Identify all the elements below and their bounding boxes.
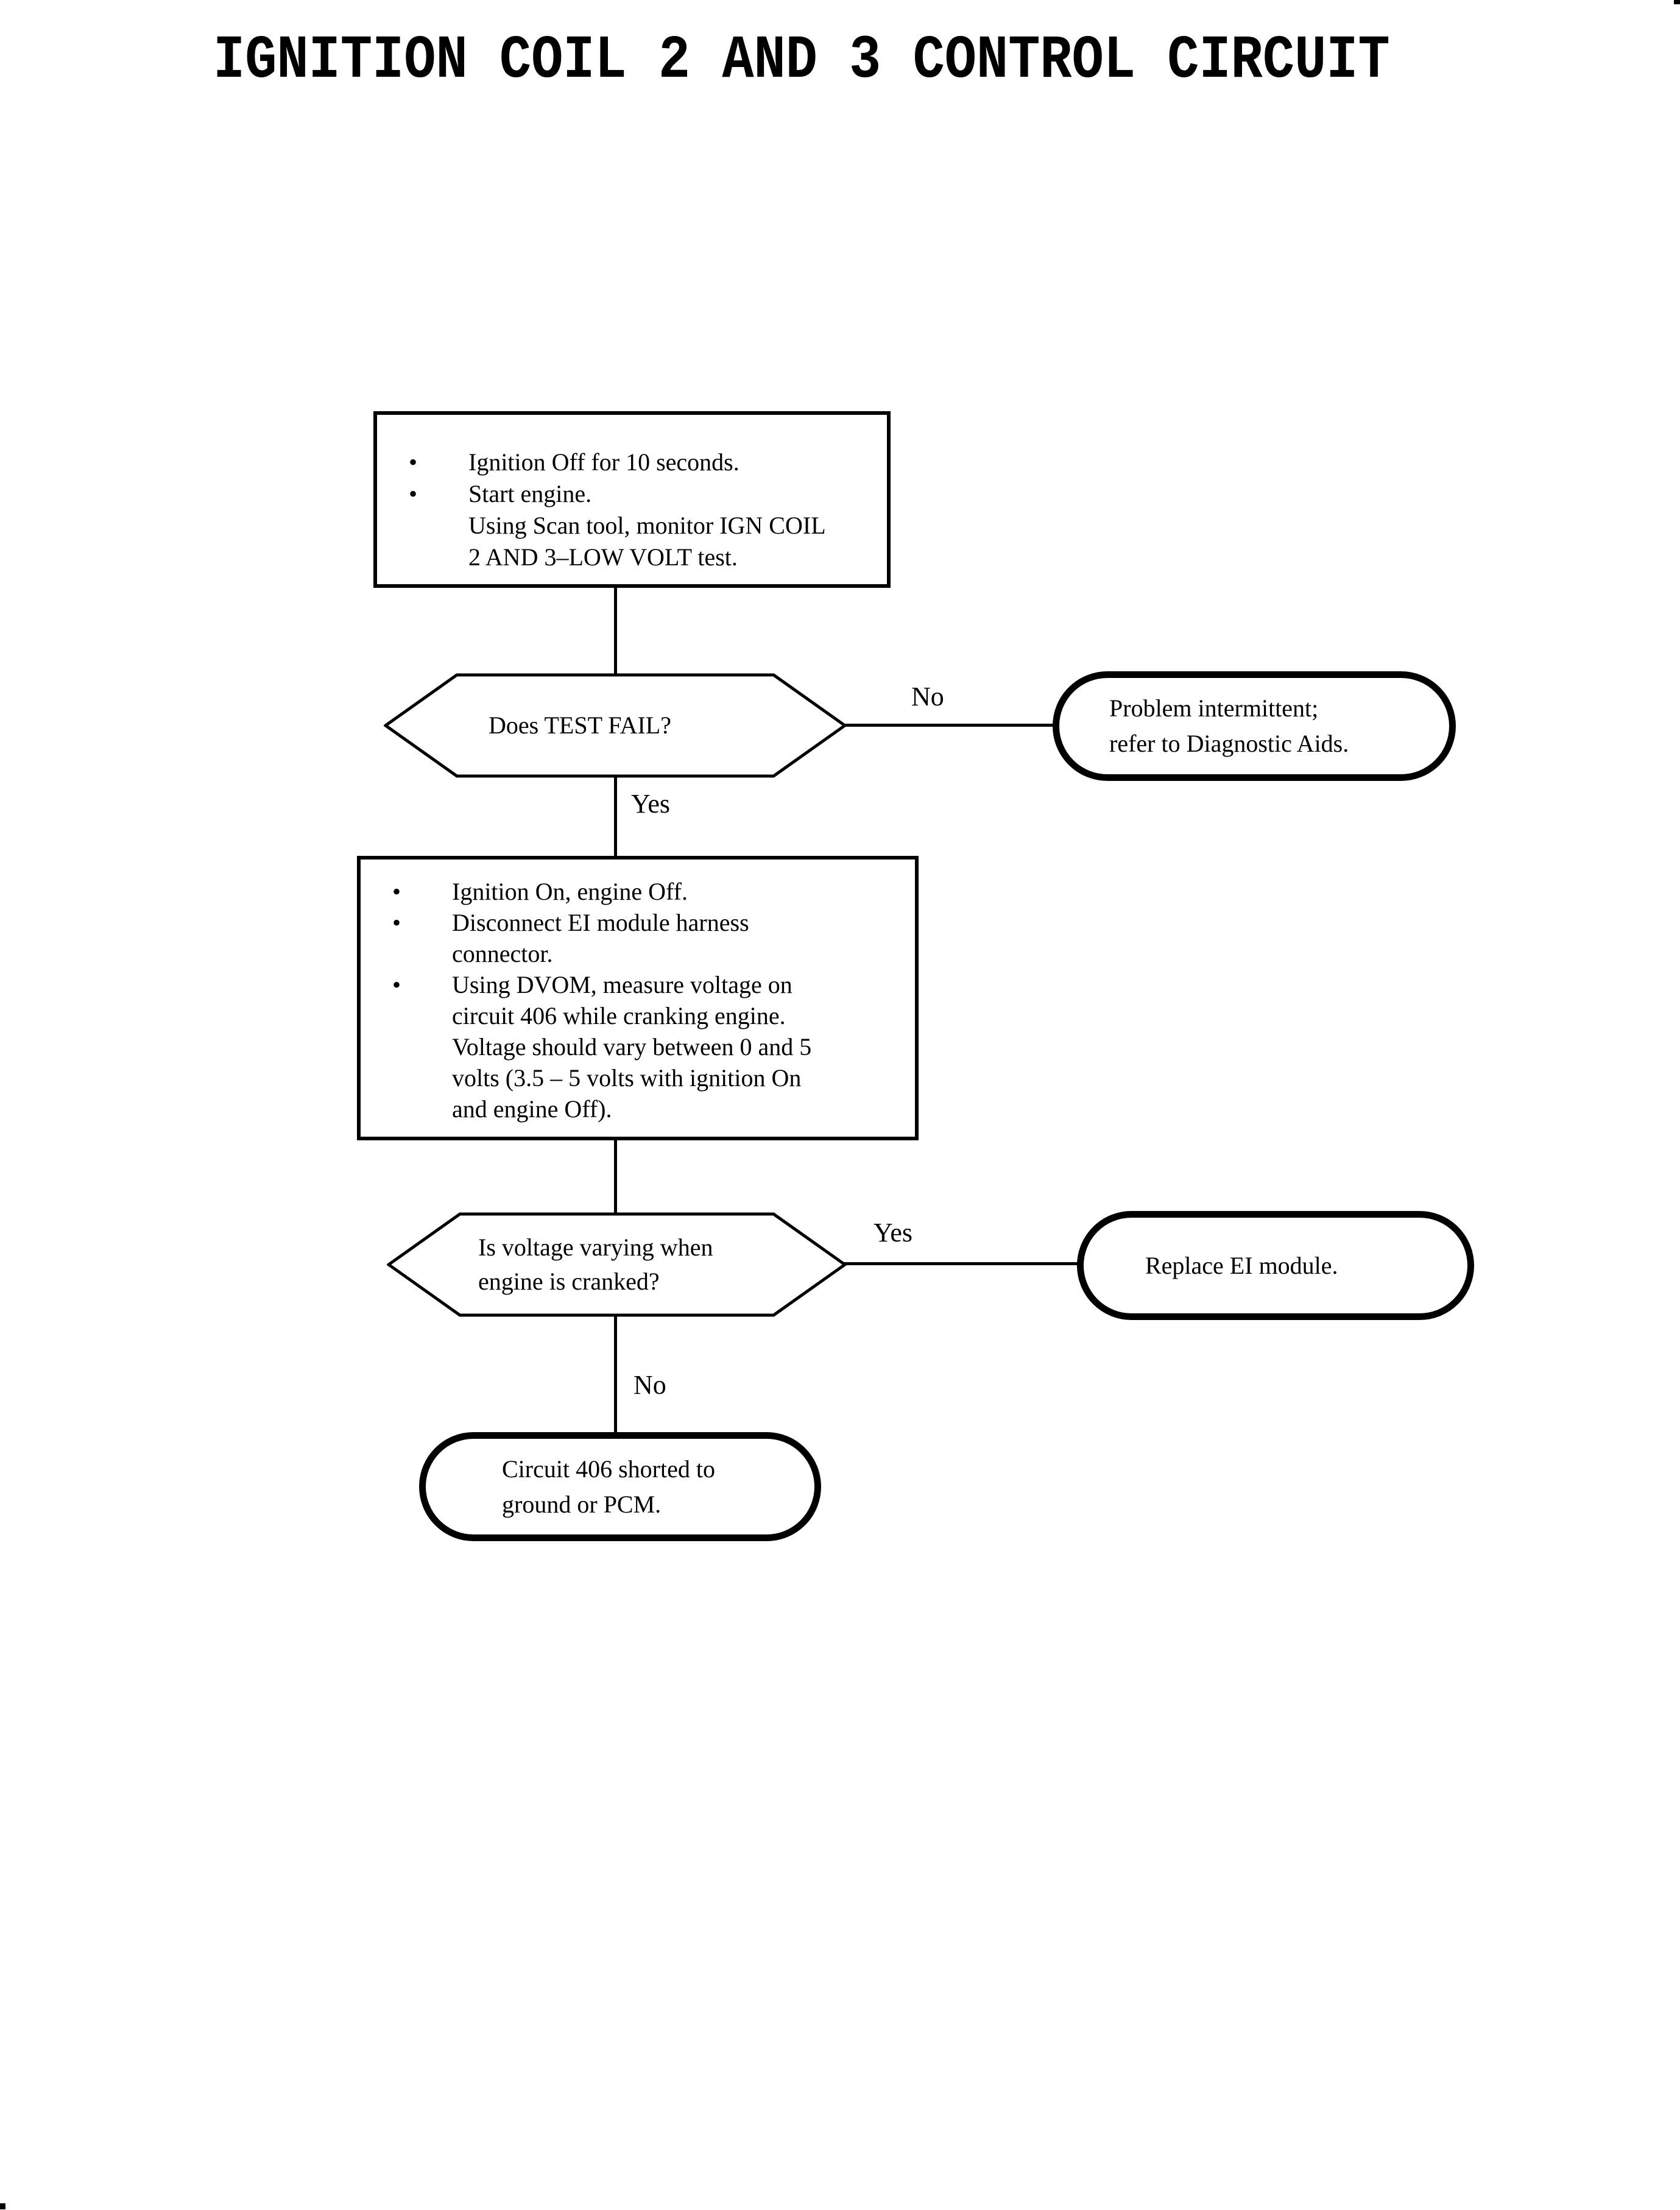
step-text: Using DVOM, measure voltage on: [452, 971, 792, 998]
process-step-line: [392, 876, 915, 907]
edge-label-yes: Yes: [874, 1218, 913, 1248]
decision-does-test-fail: [384, 673, 847, 778]
question-text: Does TEST FAIL?: [489, 711, 671, 739]
process-step-line: [392, 1093, 915, 1124]
process-step-line: [392, 1062, 915, 1093]
process-box-voltage-check: [357, 856, 919, 1140]
page-title: IGNITION COIL 2 AND 3 CONTROL CIRCUIT: [213, 27, 1390, 96]
decision-question: [387, 1212, 847, 1317]
question-text: Is voltage varying when: [478, 1234, 713, 1261]
terminal-circuit-406-shorted: [419, 1432, 821, 1541]
edge-label-no: No: [634, 1370, 666, 1400]
step-text: Start engine.: [468, 480, 592, 507]
process-step-line: [392, 1031, 915, 1062]
bullet-icon: •: [409, 448, 418, 476]
decision-question: [384, 673, 847, 778]
bullet-icon: •: [392, 909, 401, 936]
step-text: Disconnect EI module harness: [452, 909, 749, 936]
step-text: volts (3.5 – 5 volts with ignition On: [452, 1064, 802, 1092]
terminal-replace-ei-module: [1077, 1211, 1474, 1320]
terminal-text: ground or PCM.: [502, 1490, 662, 1518]
process-box-initial-test: [373, 411, 891, 588]
connector-line: [614, 586, 617, 674]
connector-line-no: [844, 724, 1054, 727]
bullet-icon: •: [409, 480, 418, 507]
step-text: and engine Off).: [452, 1095, 612, 1123]
step-text: 2 AND 3–LOW VOLT test.: [468, 543, 738, 571]
edge-label-yes: Yes: [631, 789, 671, 819]
process-step-line: [392, 907, 915, 938]
step-text: Voltage should vary between 0 and 5: [452, 1033, 812, 1061]
process-step-line: [409, 478, 887, 510]
edge-label-no: No: [911, 682, 944, 711]
scan-artifact: [0, 2203, 5, 2209]
process-step-line: [409, 510, 887, 542]
terminal-problem-intermittent: [1053, 671, 1456, 781]
decision-voltage-varying: [387, 1212, 847, 1317]
connector-line: [614, 1315, 617, 1433]
process-step-line: [392, 938, 915, 969]
terminal-text: Problem intermittent;: [1109, 694, 1319, 722]
step-text: Using Scan tool, monitor IGN COIL: [468, 512, 826, 539]
question-text: engine is cranked?: [478, 1268, 660, 1295]
process-step-line: [392, 1000, 915, 1031]
step-text: Ignition On, engine Off.: [452, 878, 688, 905]
process-step-line: [409, 542, 887, 573]
terminal-text: refer to Diagnostic Aids.: [1109, 730, 1349, 757]
bullet-icon: •: [392, 878, 401, 905]
terminal-text: Circuit 406 shorted to: [502, 1455, 715, 1483]
scan-artifact: [1674, 0, 1680, 4]
step-text: Ignition Off for 10 seconds.: [468, 448, 739, 476]
connector-line: [614, 776, 617, 857]
connector-line-yes: [844, 1262, 1078, 1265]
terminal-text: Replace EI module.: [1145, 1251, 1338, 1279]
process-box-content: [377, 415, 887, 573]
bullet-icon: •: [392, 971, 401, 998]
process-step-line: [392, 969, 915, 1000]
process-step-line: [409, 447, 887, 478]
step-text: connector.: [452, 940, 553, 967]
process-box-content: [361, 860, 915, 1124]
connector-line: [614, 1139, 617, 1213]
step-text: circuit 406 while cranking engine.: [452, 1002, 786, 1029]
